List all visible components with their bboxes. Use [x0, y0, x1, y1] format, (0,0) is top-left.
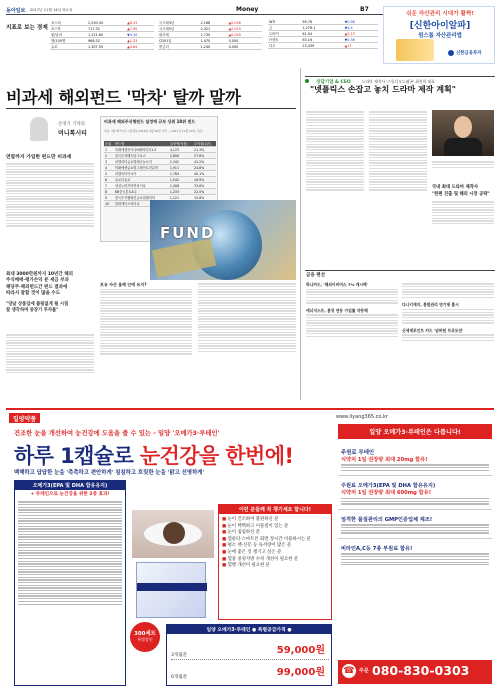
table-row: 엔/100엔 988.32 ▲1.23	[50, 38, 154, 44]
main-subhead: 연말까지 가입한 펀드만 비과세	[6, 155, 72, 160]
badge-sub: 특별할인	[137, 637, 153, 642]
table-row: 5 피델리티아시아 1,784 40.1%	[104, 171, 216, 177]
feature-title: 주원료 오메가3(EPA 및 DHA 함유유지)	[341, 483, 436, 490]
check-icon: ■	[222, 549, 227, 555]
masthead-logo: 동아일보	[6, 8, 26, 14]
briefs-title: 금융 편선	[306, 273, 325, 278]
feature-item	[338, 542, 492, 570]
feature-title: 엄격한 품질관리의 GMP인증업체 제조!	[341, 516, 433, 523]
brief-headline: 다니키캐지, 통합관리 연기제 출시	[402, 302, 459, 308]
checklist-item: ■ 혈행 개선이 필요한 분	[222, 563, 270, 569]
shinhan-brand: [신한아이알파]	[409, 21, 471, 31]
table-row: 3 피델리티글로벌테크놀로지 2,342 41.2%	[104, 159, 216, 165]
table-row: 6 슈로더유로 1,542 16.9%	[104, 177, 216, 183]
pull-quote-line: 따라서 잘할 것이 많을 수도	[6, 291, 61, 297]
feature-body: 식약처 1일 권장량 최대 20mg 함유!	[341, 457, 428, 463]
checklist-item: ■ 혈중 중성지방 수치 개선이 필요한 분	[222, 556, 299, 562]
fund-photo	[150, 200, 296, 280]
brief-column-1	[306, 282, 398, 400]
checklist-item: ■ 눈이 뻑뻑하고 이물질이 있는 분	[222, 523, 289, 529]
shinhan-sub: 원스톱 자산관리앱	[418, 33, 462, 39]
discount-badge	[130, 622, 160, 652]
main-body-col1b	[6, 333, 94, 399]
ilyang-brand	[9, 413, 40, 423]
ilyang-url: www.ilyang365.co.kr	[336, 414, 388, 420]
right-headline: "넷플릭스 손잡고 놓치 드라마 제작 계획"	[310, 85, 456, 94]
table-row: 4 미래에셋글로벌그레이트컨슈머 1,911 24.8%	[104, 165, 216, 171]
column-header: 순위	[104, 141, 114, 147]
checklist-box	[218, 504, 332, 620]
check-icon: ■	[222, 523, 227, 529]
table-row: 8 KB중국본토A주 1,233 22.5%	[104, 189, 216, 195]
feature-item	[338, 513, 492, 539]
avatar	[30, 117, 48, 141]
price-box	[166, 624, 332, 686]
section-name: Money	[236, 6, 259, 13]
author-line-1: 손영기 기자의	[58, 122, 85, 127]
ilyang-tagline: 건조한 눈을 개선하여 눈건강에 도움을 줄 수 있는 - 일양 '오메가3·루테인'	[14, 430, 220, 437]
phone-illustration	[396, 39, 434, 61]
shinhan-slogan: 쉬운 자산관리 시대가 활짝!	[406, 11, 474, 17]
brief-column-2	[402, 282, 494, 400]
index-box-title: 지표로 보는 경제	[6, 25, 48, 31]
right-article-kicker	[305, 68, 495, 85]
kicker-sub: 드라마 제작사 '스튜디오드래곤' 최진희 대표	[361, 79, 435, 84]
shinhan-ad	[383, 6, 495, 64]
right-body-a	[306, 110, 364, 230]
right-body-c	[432, 200, 494, 240]
table-row: 콜금리 1.240 0.000	[158, 44, 262, 50]
pull-quote-line: "양날 상품임에 틀림없게 될 시점	[6, 301, 69, 307]
table-row: 유로 1,307.95 ▲4.84	[50, 44, 154, 50]
pull-quote-line: 해당주·해외펀드간 편드 결과에	[6, 284, 68, 290]
table-row: 1 미래에셋차이나H레버리지1.5 4,123 21.3%	[104, 147, 216, 153]
main-headline: 비과세 해외펀드 '막차' 탈까 말까	[6, 88, 241, 107]
right-body-b	[369, 110, 427, 230]
price-value: 99,000원	[276, 667, 325, 678]
price-value: 59,000원	[276, 645, 325, 656]
table-row: 9 한국투자웰링턴글로벌퀄리티 1,121 15.8%	[104, 195, 216, 201]
pull-quote-line: 최대 3000만원까지 10년간 해외	[6, 272, 73, 277]
shinhan-company: 신한금융투자	[456, 51, 482, 56]
feature-title: 주원료 루테인	[341, 450, 375, 456]
eye-image	[132, 510, 214, 558]
eye-iris	[163, 522, 185, 544]
index-table-1	[50, 20, 154, 50]
product-info-box	[14, 480, 126, 686]
author-line-2: 머니톡시티	[58, 130, 87, 137]
right-sub-head-1: 국내 최대 드라마 제작사	[432, 185, 478, 190]
author-box	[6, 112, 98, 152]
kicker-label: 상담기업 & CEO	[316, 80, 351, 85]
index-box	[6, 20, 380, 52]
feature-body: 식약처 1일 권장량 최대 600mg 함유!	[341, 490, 432, 497]
column-divider	[300, 68, 301, 400]
price-head: 일양 오메가3·루테인 ● 특별공급가격 ●	[167, 625, 331, 634]
headline-part-b: 눈건강을 한번에!	[139, 444, 294, 468]
ceo-body	[444, 138, 482, 156]
briefs-rule	[305, 270, 495, 271]
checklist-title: 이런 분들께 꼭 챙기세요 합니다!	[219, 505, 331, 514]
table-row: 국고채5년 2.421 ▲0.010	[158, 26, 262, 32]
table-row: 10 한화에이스차이나	[104, 201, 216, 207]
table-row: 코스피 2,530.45 ▲8.33	[50, 20, 154, 26]
feature-item	[338, 479, 492, 509]
table-row: 두바이 61.04 ▲0.15	[268, 31, 378, 37]
headline-rule	[6, 108, 296, 109]
check-icon: ■	[222, 530, 227, 536]
kicker-icon	[305, 79, 309, 83]
feature-item	[338, 445, 492, 476]
pull-quote-line: 주식매매·평가손익 분 세금 부과	[6, 278, 69, 284]
table-row: 브렌트 63.16 ▼0.36	[268, 37, 378, 43]
page-number: B7	[360, 6, 369, 13]
ilyang-sub: 백해하고 답답한 눈을 '촉촉하고 편안하게' 침침하고 흐릿한 눈을 '맑고 선명하게'	[14, 470, 205, 476]
ceo-face	[454, 116, 472, 138]
product-box-title: 오메가3(EPA 및 DHA 함유유지)	[15, 481, 125, 490]
shinhan-logo-icon	[448, 50, 454, 56]
price-row-1	[171, 641, 329, 657]
fund-table-sub: 자료: 에프앤가이드 (설정일 2016년 2월 29일 이후 ~ 2017년 11월 10일 기준)	[104, 129, 203, 133]
brief-headline: 에너지스트, 통장 연동 가입률 약동해	[306, 307, 368, 313]
table-row: 코스닥 717.32 ▲7.95	[50, 26, 154, 32]
table-row: CD91일 1.470 0.000	[158, 38, 262, 44]
table-row: 원/달러 1,121.60 ▼3.10	[50, 32, 154, 38]
check-icon: ■	[222, 517, 227, 522]
ilyang-brand-label: 일양약품	[13, 416, 37, 423]
fund-table	[104, 141, 216, 207]
table-row: 7 삼성누버거버먼차이나 1,408 33.6%	[104, 183, 216, 189]
phone-icon: ☎	[343, 666, 355, 676]
checklist-item: ■ 눈이 침침하신 분	[222, 530, 261, 536]
column-header: 펀드명	[114, 141, 169, 147]
table-row: 금 1,276.1 ▼4.4	[268, 25, 378, 31]
price-label: 3개월분	[171, 653, 188, 658]
pull-quote-line: 잘 생각하며 중장기 투자를"	[6, 307, 59, 313]
right-side-copy	[432, 160, 494, 182]
check-icon: ■	[222, 543, 227, 549]
checklist-item: ■ 평소 책·신문 등 독서량이 많은 분	[222, 543, 292, 549]
table-row: 회사채 2.730 ▲0.005	[158, 32, 262, 38]
price-row-2	[171, 663, 329, 679]
index-table-3	[268, 20, 378, 49]
brief-headline: 하나카드, '해외이커머스 7% 캐시백'	[306, 282, 368, 287]
ilyang-ad	[6, 408, 494, 688]
main-body-col3	[198, 282, 296, 400]
column-header: 설정액(억원)	[169, 141, 193, 147]
ilyang-headline	[14, 440, 332, 470]
checklist-item: ■ 눈이 건조하여 불편하신 분	[222, 517, 279, 522]
check-icon: ■	[222, 563, 227, 569]
fund-table-title: 비과세 해외주식형펀드 설정액 규모 상위 10위 펀드	[104, 119, 196, 124]
table-row: 다우 23,439 ▲17	[268, 43, 378, 49]
checklist-item: ■ 컴퓨터·스마트폰 화면 장시간 이용하시는 분	[222, 536, 311, 542]
table-row: WTI 56.76 ▼0.98	[268, 20, 378, 25]
ad-right-column	[338, 424, 492, 686]
main-body-col1	[6, 162, 94, 268]
brief-headline: 신세계포인트 카드 '넘버원 프로모션'	[402, 327, 464, 333]
masthead-date: 2017년 11월 14일 화요일	[30, 8, 73, 12]
price-label: 6개월분	[171, 675, 188, 680]
ceo-photo	[432, 110, 494, 156]
column-header: 수익률(1년)	[193, 141, 216, 147]
photo-word: FUND	[160, 224, 216, 242]
main-body-col2	[100, 282, 192, 400]
badge-title: 300세트	[134, 631, 156, 637]
order-label: 주문	[359, 668, 369, 674]
feature-title: 비타민A,C등 7종 부원료 함유!	[341, 546, 413, 553]
table-row: 2 한국투자베트남그로스 2,856 27.6%	[104, 153, 216, 159]
table-row: 국고채3년 2.168 ▲0.006	[158, 20, 262, 26]
right-sub-head-2: "한편 진출 및 해외 시장 공략"	[432, 192, 490, 197]
order-phone: 080-830-0303	[372, 663, 470, 678]
qa-head: 보유 자산 올해 안에 유지?	[100, 282, 147, 287]
ad-right-hero: 일양 오메가3·루테인은 다릅니다!	[338, 424, 492, 439]
check-icon: ■	[222, 556, 227, 562]
product-package	[136, 562, 206, 618]
product-box-sub: + 루테인으로 눈건강을 위한 2중 효과!	[30, 492, 110, 497]
pull-quote	[6, 272, 94, 314]
package-stripe	[137, 583, 207, 591]
price-divider	[171, 659, 329, 660]
headline-part-a: 하루 1캡슐로	[14, 444, 134, 468]
check-icon: ■	[222, 536, 227, 542]
checklist-item: ■ 눈에 좋은 것 챙기고 싶은 분	[222, 549, 282, 555]
index-table-2	[158, 20, 262, 50]
order-phone-box[interactable]	[338, 660, 492, 684]
